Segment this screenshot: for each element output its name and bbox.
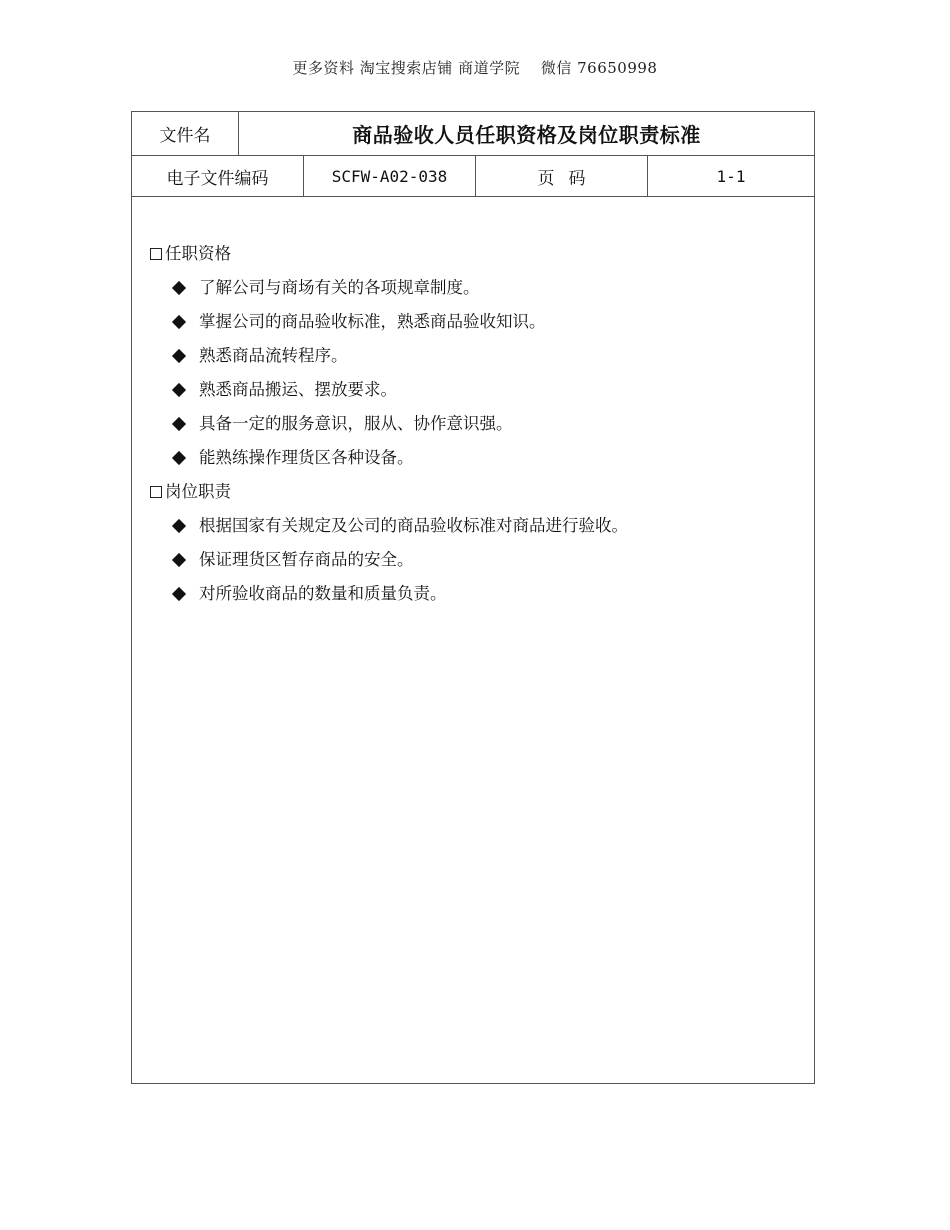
diamond-bullet-icon — [172, 315, 186, 329]
header-note: 更多资料 淘宝搜索店铺 商道学院 微信 76650998 — [292, 59, 658, 77]
list-item — [150, 373, 804, 407]
document-frame — [131, 111, 815, 1084]
page-label: 页码 — [476, 156, 648, 196]
diamond-bullet-icon — [172, 417, 186, 431]
list-item — [150, 509, 804, 543]
list-item-text: 了解公司与商场有关的各项规章制度。 — [199, 278, 480, 297]
diamond-bullet-icon — [172, 349, 186, 363]
code-value: SCFW-A02-038 — [304, 156, 476, 196]
diamond-bullet-icon — [172, 587, 186, 601]
list-item-text: 对所验收商品的数量和质量负责。 — [199, 584, 447, 603]
diamond-bullet-icon — [172, 451, 186, 465]
list-item — [150, 577, 804, 611]
diamond-bullet-icon — [172, 281, 186, 295]
list-item — [150, 441, 804, 475]
list-item — [150, 271, 804, 305]
filename-label: 文件名 — [132, 112, 239, 155]
diamond-bullet-icon — [172, 383, 186, 397]
list-item — [150, 407, 804, 441]
checkbox-square-icon — [150, 486, 162, 498]
code-row — [132, 156, 814, 197]
page-value: 1-1 — [716, 166, 746, 186]
document-title: 商品验收人员任职资格及岗位职责标准 — [352, 123, 701, 147]
section-heading-responsibilities — [150, 475, 804, 509]
checkbox-square-icon — [150, 248, 162, 260]
list-item-text: 熟悉商品搬运、摆放要求。 — [199, 380, 397, 399]
section-heading-label: 任职资格 — [165, 244, 231, 263]
diamond-bullet-icon — [172, 553, 186, 567]
list-item — [150, 339, 804, 373]
list-item-text: 掌握公司的商品验收标准，熟悉商品验收知识。 — [199, 312, 546, 331]
diamond-bullet-icon — [172, 519, 186, 533]
list-item-text: 熟悉商品流转程序。 — [199, 346, 348, 365]
list-item-text: 能熟练操作理货区各种设备。 — [199, 448, 414, 467]
section-heading-qualifications — [150, 237, 804, 271]
section-heading-label: 岗位职责 — [165, 482, 231, 501]
code-label: 电子文件编码 — [132, 156, 304, 196]
title-row — [132, 112, 814, 156]
list-item-text: 根据国家有关规定及公司的商品验收标准对商品进行验收。 — [199, 516, 628, 535]
list-item — [150, 543, 804, 577]
list-item-text: 保证理货区暂存商品的安全。 — [199, 550, 414, 569]
list-item — [150, 305, 804, 339]
document-body — [150, 237, 804, 611]
list-item-text: 具备一定的服务意识，服从、协作意识强。 — [199, 414, 513, 433]
